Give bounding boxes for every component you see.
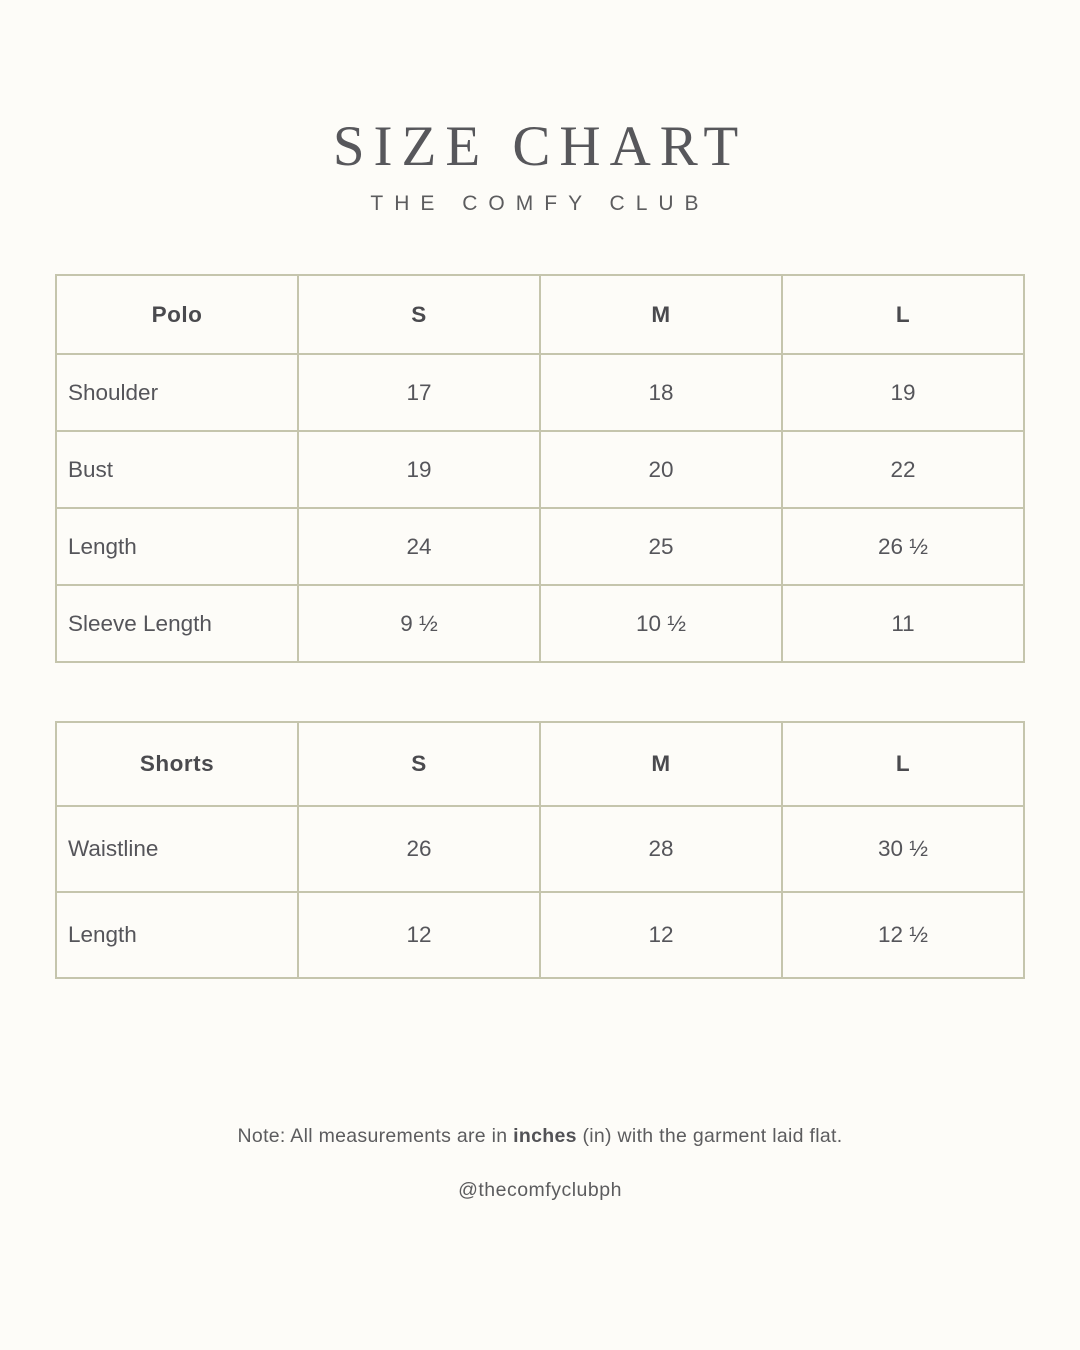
row-label-shoulder: Shoulder [56, 354, 298, 431]
note-bold-inches: inches [513, 1125, 577, 1147]
brand-subtitle: THE COMFY CLUB [370, 192, 710, 215]
size-value-cell: 25 [540, 508, 782, 585]
size-value-cell: 26 ½ [782, 508, 1024, 585]
table-row [56, 354, 1024, 431]
size-value-cell: 26 [298, 806, 540, 892]
size-value-cell: 20 [540, 431, 782, 508]
table-row [56, 585, 1024, 662]
size-value-cell: 10 ½ [540, 585, 782, 662]
row-label-length: Length [56, 508, 298, 585]
size-value-cell: 12 ½ [782, 892, 1024, 978]
size-value-cell: 9 ½ [298, 585, 540, 662]
column-header-s: S [298, 722, 540, 806]
size-value-cell: 12 [298, 892, 540, 978]
column-header-shorts: Shorts [56, 722, 298, 806]
instagram-handle: @thecomfyclubph [458, 1179, 622, 1201]
row-label-waistline: Waistline [56, 806, 298, 892]
measurement-note [0, 1125, 1080, 1148]
size-value-cell: 19 [782, 354, 1024, 431]
size-value-cell: 30 ½ [782, 806, 1024, 892]
column-header-l: L [782, 722, 1024, 806]
size-value-cell: 28 [540, 806, 782, 892]
row-label-sleeve-length: Sleeve Length [56, 585, 298, 662]
table-row [56, 508, 1024, 585]
size-value-cell: 24 [298, 508, 540, 585]
size-value-cell: 17 [298, 354, 540, 431]
footer [0, 1125, 1080, 1202]
column-header-polo: Polo [56, 275, 298, 354]
table-row [56, 892, 1024, 978]
column-header-m: M [540, 275, 782, 354]
size-value-cell: 19 [298, 431, 540, 508]
column-header-l: L [782, 275, 1024, 354]
header [0, 0, 1080, 216]
size-value-cell: 12 [540, 892, 782, 978]
column-header-s: S [298, 275, 540, 354]
size-value-cell: 18 [540, 354, 782, 431]
size-value-cell: 11 [782, 585, 1024, 662]
note-suffix: (in) with the garment laid flat. [576, 1125, 843, 1147]
polo-size-table [55, 274, 1025, 663]
row-label-bust: Bust [56, 431, 298, 508]
table-row [56, 806, 1024, 892]
size-value-cell: 22 [782, 431, 1024, 508]
table-header-row [56, 722, 1024, 806]
shorts-size-table [55, 721, 1025, 979]
note-prefix: Note: All measurements are in [237, 1125, 514, 1147]
row-label-length: Length [56, 892, 298, 978]
column-header-m: M [540, 722, 782, 806]
page-title: SIZE CHART [332, 115, 748, 178]
table-header-row [56, 275, 1024, 354]
table-row [56, 431, 1024, 508]
